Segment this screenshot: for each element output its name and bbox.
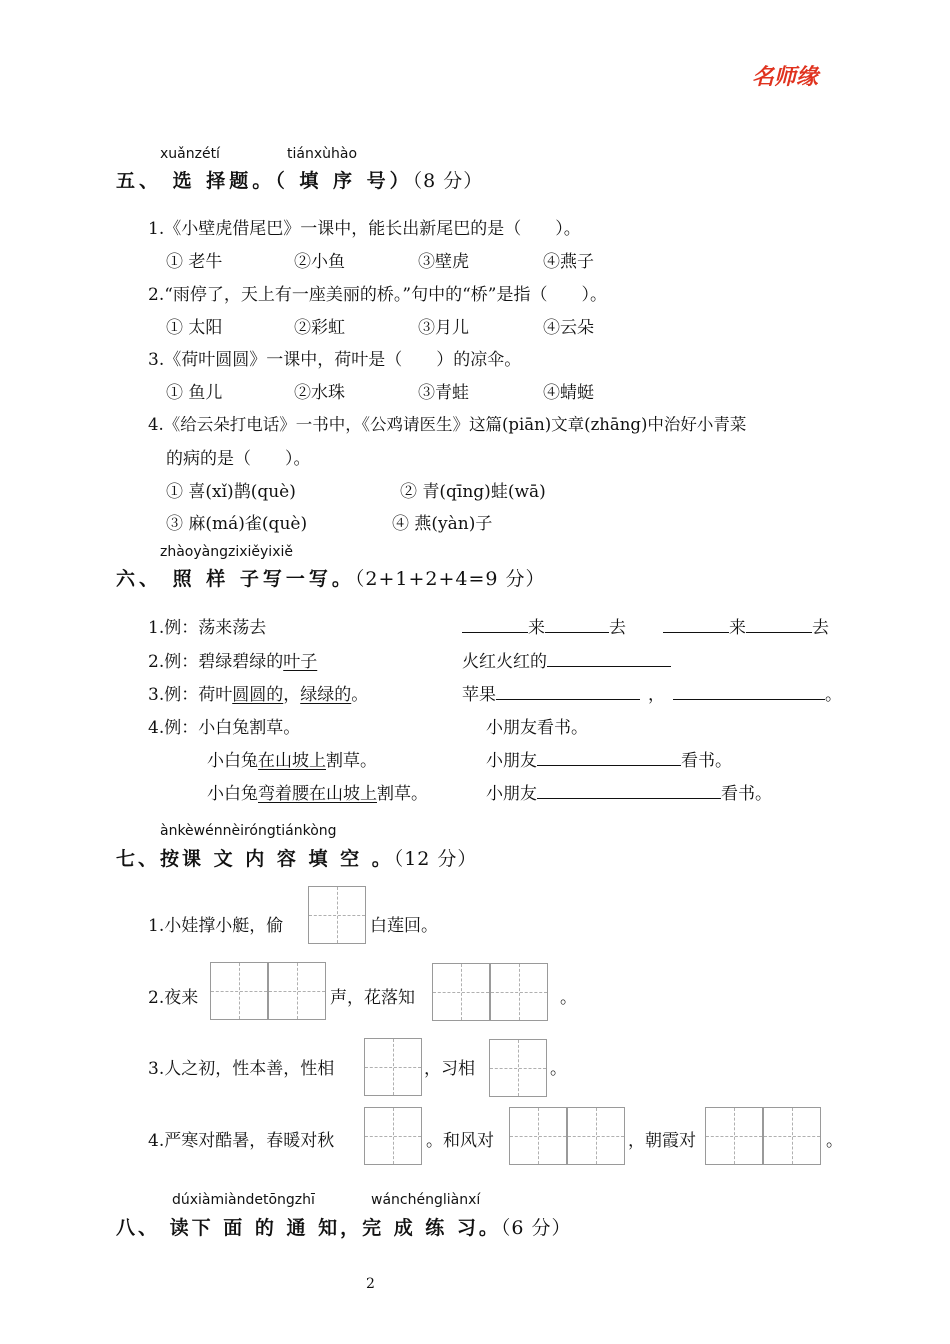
s6-row3-example [148, 680, 368, 705]
s7-q4-part-a: 4.严寒对酷暑，春暖对秋 [148, 1131, 335, 1151]
s6-row4-line2-suffix: 割草。 [326, 751, 377, 771]
s6-row2-example [148, 647, 317, 672]
s5-q3-option-4: ④蜻蜓 [543, 383, 594, 403]
s6-row3-example-underlined-2: 绿绿的 [300, 685, 352, 705]
s7-q1-part-b: 白莲回。 [370, 916, 438, 936]
s5-q1-option-4: ④燕子 [543, 252, 594, 272]
s7-q4-grid-1[interactable] [364, 1107, 422, 1165]
s6-row4-line3-task [486, 779, 772, 804]
s6-row3-example-underlined-1: 圆圆的 [232, 685, 284, 705]
s5-q2-option-1: ① 太阳 [166, 318, 223, 338]
s6-row2-task-text: 火红火红的 [462, 652, 547, 672]
s6-row1-blank-2[interactable] [545, 614, 609, 633]
s7-q2-grid-4[interactable] [490, 963, 548, 1021]
s6-row1-qu: 去 [609, 618, 626, 638]
s6-row3-task [462, 680, 842, 705]
section6-pinyin: zhàoyàngzixiěyixiě [160, 544, 293, 560]
s7-q2-grid-2[interactable] [268, 962, 326, 1020]
s6-row2-example-prefix: 2.例：碧绿碧绿的 [148, 652, 284, 672]
s5-q3-option-2: ②水珠 [294, 383, 345, 403]
s5-q1-option-3: ③壁虎 [418, 252, 469, 272]
s7-q2-part-a: 2.夜来 [148, 988, 199, 1008]
section8-score: （6 分） [500, 1217, 572, 1239]
s6-row2-task [462, 647, 671, 672]
s6-row3-blank-2[interactable] [673, 681, 825, 700]
s5-question-4-line-2: 的病的是（ ）。 [166, 449, 311, 469]
s5-question-3: 3.《荷叶圆圆》一课中，荷叶是（ ）的凉伞。 [148, 350, 522, 370]
s6-row4-line3-underlined-2: 在山坡上 [309, 784, 377, 804]
s7-q2-part-b: 声，花落知 [330, 988, 415, 1008]
s7-q4-grid-2[interactable] [509, 1107, 567, 1165]
s7-q3-part-b: ，习相 [424, 1059, 475, 1079]
s5-q3-option-1: ① 鱼儿 [166, 383, 223, 403]
s5-q3-option-3: ③青蛙 [418, 383, 469, 403]
s7-q4-part-b: 。和风对 [426, 1131, 494, 1151]
s6-row4-line3-prefix: 小白兔 [207, 784, 258, 804]
s7-q3-part-c: 。 [550, 1059, 567, 1079]
s6-row4-line3-suffix: 割草。 [377, 784, 428, 804]
s6-row1-blank-4[interactable] [746, 614, 812, 633]
s5-question-4-line-1: 4.《给云朵打电话》一书中，《公鸡请医生》这篇(piān)文章(zhāng)中治好小青菜 [148, 415, 747, 434]
s7-q3-part-a: 3.人之初，性本善，性相 [148, 1059, 335, 1079]
brand-logo: 名师缘 [752, 65, 819, 90]
section8-heading [116, 1213, 572, 1240]
s6-row4-line2-task-prefix: 小朋友 [486, 751, 537, 771]
s6-row3-example-sep: ， [283, 685, 301, 705]
s6-row3-example-prefix: 3.例：荷叶 [148, 685, 233, 705]
s5-q4-option-1: ① 喜(xǐ)鹊(què) [166, 482, 296, 502]
section7-heading [116, 844, 477, 871]
section7-title: 七、按课 文 内 容 填 空 。 [116, 848, 394, 870]
s6-row4-example: 4.例：小白兔割草。 [148, 718, 301, 738]
section5-pinyin-1: xuǎnzétí [160, 146, 220, 162]
s5-q2-option-3: ③月儿 [418, 318, 469, 338]
section8-title: 八、 读下 面 的 通 知，完 成 练 习。 [116, 1217, 501, 1239]
s6-row1-blank-1[interactable] [462, 614, 528, 633]
s7-q1-grid-1[interactable] [308, 886, 366, 944]
s6-row3-example-end: 。 [351, 685, 369, 705]
s6-row4-line3-task-prefix: 小朋友 [486, 784, 537, 804]
s6-row1-answer-2 [663, 613, 829, 638]
s7-q4-part-c: ，朝霞对 [628, 1131, 696, 1151]
s6-row3-blank-1[interactable] [496, 681, 640, 700]
s6-row4-line3-underlined-1: 弯着腰 [258, 784, 309, 804]
section5-heading [116, 166, 483, 193]
s7-q4-part-d: 。 [826, 1131, 843, 1151]
s5-q4-option-2: ② 青(qīng)蛙(wā) [400, 482, 546, 502]
s6-row4-task: 小朋友看书。 [486, 718, 588, 738]
s6-row4-line2-task [486, 746, 732, 771]
s6-row2-example-underlined: 叶子 [283, 652, 318, 672]
s6-row4-line3-task-suffix: 看书。 [721, 784, 772, 804]
s5-q4-option-4: ④ 燕(yàn)子 [392, 514, 493, 534]
s6-row3-task-text: 苹果 [462, 685, 496, 705]
section7-pinyin: ànkèwénnèiróngtiánkòng [160, 823, 337, 839]
s7-q2-grid-1[interactable] [210, 962, 268, 1020]
s5-question-2: 2.“雨停了，天上有一座美丽的桥。”句中的“桥”是指（ ）。 [148, 285, 607, 305]
s6-row3-comma: ， [648, 685, 665, 705]
s5-q1-option-1: ① 老牛 [166, 252, 223, 272]
section6-heading [116, 564, 546, 591]
s7-q2-part-c: 。 [560, 988, 577, 1008]
s6-row4-line2-underlined: 在山坡上 [258, 751, 326, 771]
s6-row4-line3-example [207, 779, 428, 804]
s5-question-1: 1.《小壁虎借尾巴》一课中，能长出新尾巴的是（ ）。 [148, 219, 581, 239]
s7-q1-part-a: 1.小娃撑小艇，偷 [148, 916, 284, 936]
s6-row1-lai-2: 来 [729, 618, 746, 638]
s7-q4-grid-5[interactable] [763, 1107, 821, 1165]
s5-q1-option-2: ②小鱼 [294, 252, 345, 272]
s7-q4-grid-4[interactable] [705, 1107, 763, 1165]
s7-q2-grid-3[interactable] [432, 963, 490, 1021]
s5-q4-option-3: ③ 麻(má)雀(què) [166, 514, 308, 534]
section5-score: （8 分） [412, 170, 484, 192]
s6-row4-line2-task-suffix: 看书。 [681, 751, 732, 771]
s6-row4-line3-blank[interactable] [537, 780, 721, 799]
section6-score: （2+1+2+4=9 分） [354, 568, 546, 590]
section7-score: （12 分） [393, 848, 478, 870]
s6-row4-line2-example [207, 746, 377, 771]
section5-pinyin-2: tiánxùhào [287, 146, 358, 162]
s5-q2-option-4: ④云朵 [543, 318, 594, 338]
s6-row1-blank-3[interactable] [663, 614, 729, 633]
s6-row1-example: 1.例：荡来荡去 [148, 618, 267, 638]
s5-q2-option-2: ②彩虹 [294, 318, 345, 338]
s7-q4-grid-3[interactable] [567, 1107, 625, 1165]
section5-title: 五、 选 择题。（ 填 序 号） [116, 170, 413, 192]
section8-pinyin-2: wánchéngliànxí [371, 1192, 481, 1208]
s6-row4-line2-blank[interactable] [537, 747, 681, 766]
s6-row1-answer [462, 613, 626, 638]
page-number: 2 [366, 1276, 375, 1292]
section6-title: 六、 照 样 子写一写。 [116, 568, 355, 590]
s7-q3-grid-1[interactable] [364, 1038, 422, 1096]
s6-row3-period: 。 [825, 685, 842, 705]
s6-row2-blank[interactable] [547, 648, 671, 667]
section8-pinyin-1: dúxiàmiàndetōngzhī [172, 1192, 315, 1208]
s6-row1-qu-2: 去 [812, 618, 829, 638]
s6-row1-lai: 来 [528, 618, 545, 638]
s7-q3-grid-2[interactable] [489, 1039, 547, 1097]
s6-row4-line2-prefix: 小白兔 [207, 751, 258, 771]
